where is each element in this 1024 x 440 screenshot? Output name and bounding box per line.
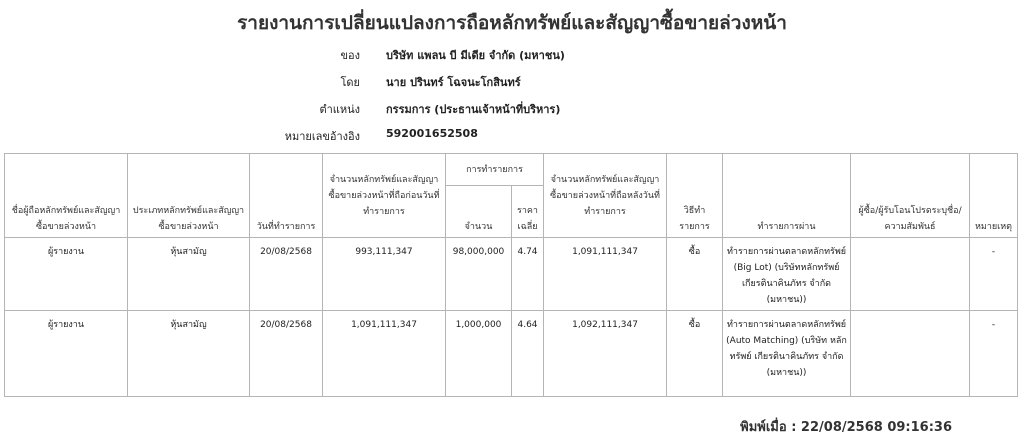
cell-before: 993,111,347 <box>323 238 446 311</box>
position-value: กรรมการ (ประธานเจ้าหน้าที่บริหาร) <box>386 103 561 116</box>
holdings-table <box>4 153 1018 397</box>
cell-remark: - <box>970 238 1018 311</box>
cell-counterparty <box>851 238 970 311</box>
reference-value: 592001652508 <box>386 127 478 140</box>
header-counterparty: ผู้ซื้อ/ผู้รับโอนโปรดระบุชื่อ/ความสัมพันธ์ <box>851 154 970 238</box>
cell-after: 1,091,111,347 <box>544 238 667 311</box>
cell-holder: ผู้รายงาน <box>5 311 128 397</box>
cell-type: หุ้นสามัญ <box>128 238 250 311</box>
header-transaction-group: การทำรายการ <box>446 154 544 186</box>
cell-after: 1,092,111,347 <box>544 311 667 397</box>
header-amount: จำนวน <box>446 186 512 238</box>
header-type: ประเภทหลักทรัพย์และสัญญาซื้อขายล่วงหน้า <box>128 154 250 238</box>
cell-channel: ทำรายการผ่านตลาดหลักทรัพย์ (Auto Matching) (บริษัท หลักทรัพย์ เกียรตินาคินภัทร จำกัด (มหาชน)) <box>723 311 851 397</box>
header-method: วิธีทำรายการ <box>667 154 723 238</box>
cell-amount: 1,000,000 <box>446 311 512 397</box>
position-label: ตำแหน่ง <box>319 103 360 116</box>
header-avg-price: ราคาเฉลี่ย <box>512 186 544 238</box>
header-remark: หมายเหตุ <box>970 154 1018 238</box>
page-title: รายงานการเปลี่ยนแปลงการถือหลักทรัพย์และสัญญาซื้อขายล่วงหน้า <box>237 12 787 34</box>
company-label: ของ <box>340 49 360 62</box>
cell-avg-price: 4.64 <box>512 311 544 397</box>
cell-holder: ผู้รายงาน <box>5 238 128 311</box>
cell-date: 20/08/2568 <box>250 311 323 397</box>
reference-label: หมายเลขอ้างอิง <box>284 130 360 143</box>
table-row <box>5 311 1018 397</box>
company-value: บริษัท แพลน บี มีเดีย จำกัด (มหาชน) <box>386 49 565 62</box>
cell-counterparty <box>851 311 970 397</box>
cell-remark: - <box>970 311 1018 397</box>
cell-date: 20/08/2568 <box>250 238 323 311</box>
header-before: จำนวนหลักทรัพย์และสัญญาซื้อขายล่วงหน้าที่ถือก่อนวันที่ทำรายการ <box>323 154 446 238</box>
header-holder: ชื่อผู้ถือหลักทรัพย์และสัญญาซื้อขายล่วงหน้า <box>5 154 128 238</box>
header-channel: ทำรายการผ่าน <box>723 154 851 238</box>
print-timestamp: พิมพ์เมื่อ : 22/08/2568 09:16:36 <box>740 420 952 435</box>
cell-method: ซื้อ <box>667 238 723 311</box>
header-after: จำนวนหลักทรัพย์และสัญญาซื้อขายล่วงหน้าที่ถือหลังวันที่ทำรายการ <box>544 154 667 238</box>
cell-avg-price: 4.74 <box>512 238 544 311</box>
cell-amount: 98,000,000 <box>446 238 512 311</box>
cell-before: 1,091,111,347 <box>323 311 446 397</box>
cell-method: ซื้อ <box>667 311 723 397</box>
cell-channel: ทำรายการผ่านตลาดหลักทรัพย์ (Big Lot) (บริษัทหลักทรัพย์ เกียรตินาคินภัทร จำกัด (มหาชน)) <box>723 238 851 311</box>
cell-type: หุ้นสามัญ <box>128 311 250 397</box>
header-date: วันที่ทำรายการ <box>250 154 323 238</box>
by-value: นาย ปรินทร์ โฉจนะโกสินทร์ <box>386 76 521 89</box>
by-label: โดย <box>340 76 360 89</box>
table-row <box>5 238 1018 311</box>
